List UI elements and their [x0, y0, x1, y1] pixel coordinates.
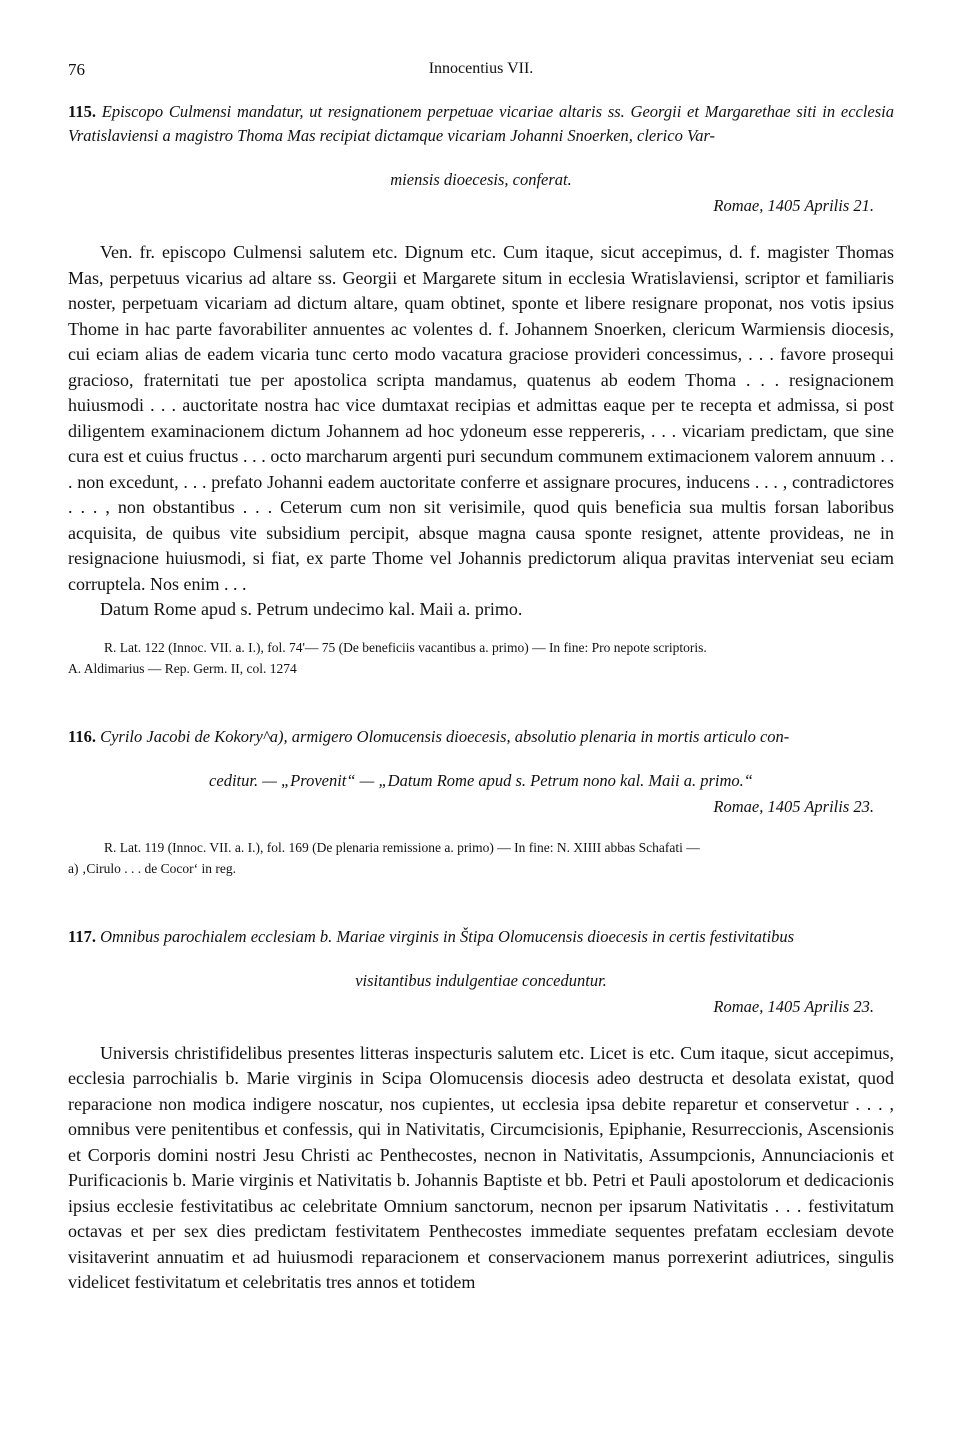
document-page — [68, 50, 894, 1296]
entry-115 — [68, 100, 894, 679]
entry-number: 115. — [68, 102, 96, 121]
page-number: 76 — [68, 60, 85, 79]
entry-116 — [68, 725, 894, 879]
entry-number: 117. — [68, 926, 96, 946]
datum-line-115: Datum Rome apud s. Petrum undecimo kal. Maii a. primo. — [100, 599, 523, 619]
footnote-variant: a) ‚Cirulo . . . de Cocor‘ in reg. — [68, 860, 236, 876]
entry-number: 116. — [68, 726, 96, 746]
letter-body-115: Ven. fr. episcopo Culmensi salutem etc. Dignum etc. Cum itaque, sicut accepimus, d. f. magister Thomas Mas, perpetuus vicarius ad altare ss. Georgii et Margarete situm in ecclesia Wratislaviensi, scriptor et familiaris noster, perpetuam vicariam ad dictum altare, quam obtinet, sponte et libere resignare proponat, nos votis ipsius Thome in hac parte favorabiliter annuentes ac volentes d. f. Johannem Snoerken, clericum Warmiensis diocesis, cui eciam alias de eadem vicaria tunc certo modo vacatura graciose provideri concessimus, . . . favore prosequi gracioso, fraternitati tue per apostolica scripta mandamus, quatenus ab eodem Thoma . . . resignacionem huiusmodi . . . auctoritate nostra hac vice dumtaxat recipias et admittas eaque per te recepta et admissa, si post diligentem examinacionem dictum Johannem ad hoc ydoneum esse reppereris, . . . vicariam predictam, que sine cura est et cuius fructus . . . octo marcharum argenti puri secundum communem extimacionem valorem annuum . . . non excedunt, . . . prefato Johanni eadem auctoritate conferre et assignare procures, inducens . . . , contradictores . . . , non obstantibus . . . Ceterum cum non sit verisimile, quod quis beneficia sua multis forsan laboribus acquisita, de quibus vite subsidium percipit, absque magna causa sponte resignet, attente provideas, ne in resignacione huiusmodi, si fiat, ex parte Thome vel Johannis predictorum aliqua pravitas interveniat seu eciam corruptela. Nos enim . . . — [68, 242, 894, 594]
running-head: Innocentius VII. — [428, 60, 534, 77]
footnote-register: R. Lat. 122 (Innoc. VII. a. I.), fol. 74'— 75 (De beneficiis vacantibus a. primo) — In fine: Pro nepote scriptoris. — [104, 639, 707, 655]
regest-115 — [68, 100, 894, 148]
footnote-register: R. Lat. 119 (Innoc. VII. a. I.), fol. 169 (De plenaria remissione a. primo) — In fine: N. XIIII abbas Schafati — — [104, 839, 700, 855]
regest-text: Episcopo Culmensi mandatur, ut resignationem perpetuae vicariae altaris ss. Georgii et Margarethae siti in ecclesia Vratislaviensi a magistro Thoma Mas recipiat dictamque vicariam Johanni Snoerken, clerico Var- — [68, 102, 894, 145]
regest-116-end: ceditur. — „Provenit“ — „Datum Rome apud s. Petrum nono kal. Maii a. primo.“ — [209, 770, 753, 790]
regest-115-end: miensis dioecesis, conferat. — [390, 170, 572, 189]
regest-117-end: visitantibus indulgentiae conceduntur. — [355, 970, 607, 990]
entry-117 — [68, 925, 894, 1296]
regest-text: Cyrilo Jacobi de Kokory^a), armigero Olomucensis dioecesis, absolutio plenaria in mortis articulo con- — [100, 726, 790, 746]
regest-text: Omnibus parochialem ecclesiam b. Mariae virginis in Štipa Olomucensis dioecesis in certis festivitatibus — [100, 926, 795, 946]
letter-body-117: Universis christifidelibus presentes litteras inspecturis salutem etc. Licet is etc. Cum itaque, sicut accepimus, ecclesia parrochialis b. Marie virginis in Scipa Olomucensis diocesis adeo destructa et desolata existat, quod reparacione non modica indigere noscatur, nos cupientes, ut ecclesia ipsa debite reparetur et conservetur . . . , omnibus vere penitentibus et confessis, qui in Nativitatis, Circumcisionis, Epiphanie, Resurreccionis, Ascensionis et Corporis domini nostri Jesu Christi ac Penthecostes, necnon in Nativitatis, Assumpcionis, Annunciacionis et Purificacionis b. Marie virginis et Nativitatis b. Johannis Baptiste et bb. Petri et Pauli apostolorum et dedicacionis ipsius ecclesie festivitatibus ac celebritate Omnium sanctorum, necnon per ipsarum Nativitatis . . . festivitatum octavas et per sex dies predictam festivitatem Penthecostes immediate sequentes prefatam ecclesiam devote visitaverint annuatim et ad huiusmodi reparacionem et conservacionem manus porrexerint adiutrices, singulis videlicet festivitatum et celebritatis tres annos et totidem — [68, 1042, 894, 1292]
notes-116 — [68, 837, 894, 879]
regest-116 — [68, 725, 894, 749]
dateline-117: Romae, 1405 Aprilis 23. — [713, 996, 874, 1016]
dateline-115: Romae, 1405 Aprilis 21. — [713, 196, 874, 215]
notes-115 — [68, 637, 894, 679]
dateline-116: Romae, 1405 Aprilis 23. — [713, 796, 874, 816]
footnote-repertorium: A. Aldimarius — Rep. Germ. II, col. 1274 — [68, 660, 297, 676]
regest-117 — [68, 925, 894, 949]
page-header — [68, 50, 894, 80]
